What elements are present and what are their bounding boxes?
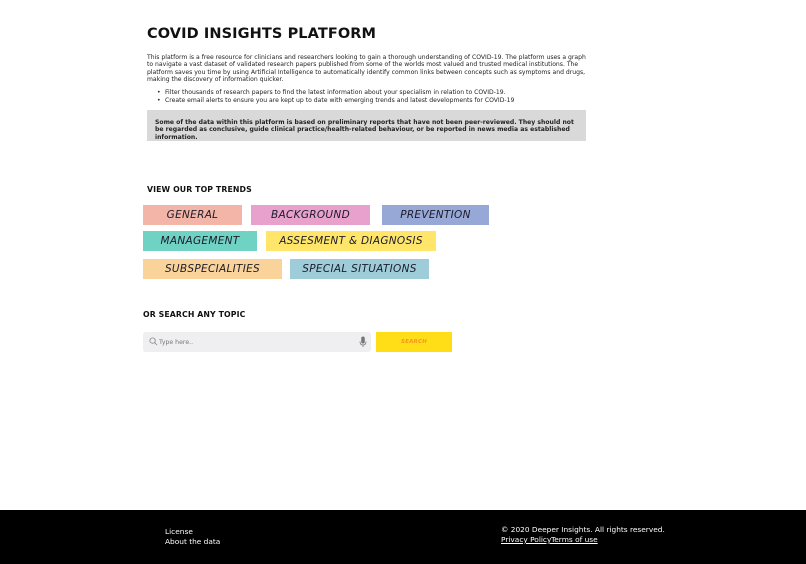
footer (0, 510, 806, 564)
copyright-text: © 2020 Deeper Insights. All rights reserved. (501, 525, 665, 534)
page-title: COVID INSIGHTS PLATFORM (147, 26, 377, 42)
search-icon (149, 337, 158, 346)
trend-tag-management[interactable]: MANAGEMENT (143, 231, 257, 251)
trend-tag-subspecialities[interactable]: SUBSPECIALITIES (143, 259, 282, 279)
feature-item: • Create email alerts to ensure you are kept up to date with emerging trends and latest developments for COVID-19 (157, 97, 587, 105)
trend-tag-prevention[interactable]: PREVENTION (382, 205, 489, 225)
trend-tag-special-situations[interactable]: SPECIAL SITUATIONS (290, 259, 429, 279)
footer-link-terms-of-use[interactable]: Terms of use (551, 535, 598, 544)
search-box (143, 332, 371, 352)
trend-tag-background[interactable]: BACKGROUND (251, 205, 370, 225)
footer-link-about-data[interactable]: About the data (165, 537, 221, 546)
search-button[interactable]: SEARCH (376, 332, 452, 352)
trend-tag-assessment-diagnosis[interactable]: ASSESMENT & DIAGNOSIS (266, 231, 436, 251)
footer-link-privacy-policy[interactable]: Privacy Policy (501, 535, 552, 544)
feature-item: • Filter thousands of research papers to find the latest information about your specialism in relation to COVID-19. (157, 89, 587, 97)
footer-link-license[interactable]: License (165, 527, 193, 536)
trends-heading: VIEW OUR TOP TRENDS (147, 185, 252, 194)
search-heading: OR SEARCH ANY TOPIC (143, 310, 246, 319)
intro-paragraph: This platform is a free resource for clinicians and researchers looking to gain a thorough understanding of COVID-19. The platform uses a graph to navigate a vast dataset of validated research papers published from some of the worlds most valued and trusted medical institutions. The platform saves you time by using Artificial Intelligence to automatically identify common links between concepts such as symptoms and drugs, making the discovery of information quicker. (147, 54, 586, 83)
search-input[interactable] (159, 332, 355, 352)
trend-tag-general[interactable]: GENERAL (143, 205, 242, 225)
disclaimer-notice: Some of the data within this platform is based on preliminary reports that have not been peer-reviewed. They should not be regarded as conclusive, guide clinical practice/health-related behaviour, or be reported in news media as established information. (147, 110, 586, 141)
feature-list (157, 89, 587, 104)
microphone-icon[interactable] (359, 336, 367, 348)
